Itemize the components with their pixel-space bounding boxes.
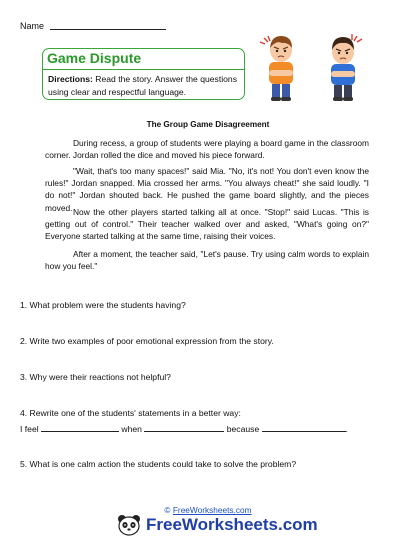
- question-3: 3. Why were their reactions not helpful?: [20, 372, 171, 382]
- story-paragraph-1-text: During recess, a group of students were playing a board game in the classroom corner. Jordan rolled the dice and moved his piece forward.: [45, 138, 369, 161]
- q4-feeling-blank[interactable]: [41, 430, 119, 432]
- directions-body: Read the story. Answer the questions using clear and respectful language.: [48, 74, 237, 97]
- footer-logo-text[interactable]: FreeWorksheets.com: [146, 515, 318, 534]
- story-paragraph-3-text: Now the other players started talking all at once. "Stop!" said Lucas. "This is getting out of control." Their teacher walked over and asked, "What's going on?" Everyone started talking at the same time, raising their voices.: [45, 207, 369, 242]
- name-field-row: [20, 21, 166, 31]
- story-paragraph-4-text: After a moment, the teacher said, "Let's pause. Try using calm words to explain how you feel.": [45, 249, 369, 272]
- name-blank-line[interactable]: [50, 29, 166, 30]
- name-label: Name: [20, 21, 45, 31]
- directions-text: [48, 73, 241, 98]
- question-4: 4. Rewrite one of the students' statements in a better way:: [20, 408, 241, 418]
- q4-when-label: when: [121, 424, 142, 434]
- q4-i-feel-label: I feel: [20, 424, 39, 434]
- directions-label: Directions:: [48, 74, 93, 84]
- story-paragraph-1: [45, 137, 369, 161]
- story-title: The Group Game Disagreement: [146, 120, 270, 129]
- kid-right-figure: [331, 34, 362, 101]
- footer-link-row: [0, 505, 416, 515]
- q4-end-period: .: [345, 424, 349, 434]
- q4-when-blank[interactable]: [144, 430, 224, 432]
- kid-left-figure: [260, 36, 293, 101]
- story-paragraph-4: [45, 248, 369, 272]
- q4-because-blank[interactable]: [262, 430, 346, 432]
- worksheet-title: Game Dispute: [47, 50, 142, 66]
- upset-kids-illustration: [254, 30, 374, 106]
- question-1: 1. What problem were the students having?: [20, 300, 186, 310]
- question-2: 2. Write two examples of poor emotional expression from the story.: [20, 336, 274, 346]
- question-5: 5. What is one calm action the students could take to solve the problem?: [20, 459, 297, 469]
- copyright-symbol: ©: [164, 505, 171, 515]
- story-paragraph-3: [45, 206, 369, 243]
- q4-because-label: because: [226, 424, 260, 434]
- panda-logo-icon: [116, 514, 142, 536]
- story-paragraph-2-text: "Wait, that's too many spaces!" said Mia. "No, it's not! You don't even know the rules!" Jordan snapped. Mia crossed her arms. "You always cheat!" she said loudly. "I do not!" Jordan shouted back. He pushed the game board slightly, and the pieces moved.: [45, 166, 369, 213]
- footer-link[interactable]: FreeWorksheets.com: [172, 505, 252, 515]
- title-divider: [42, 69, 245, 70]
- question-4-sentence-frame: [20, 424, 348, 434]
